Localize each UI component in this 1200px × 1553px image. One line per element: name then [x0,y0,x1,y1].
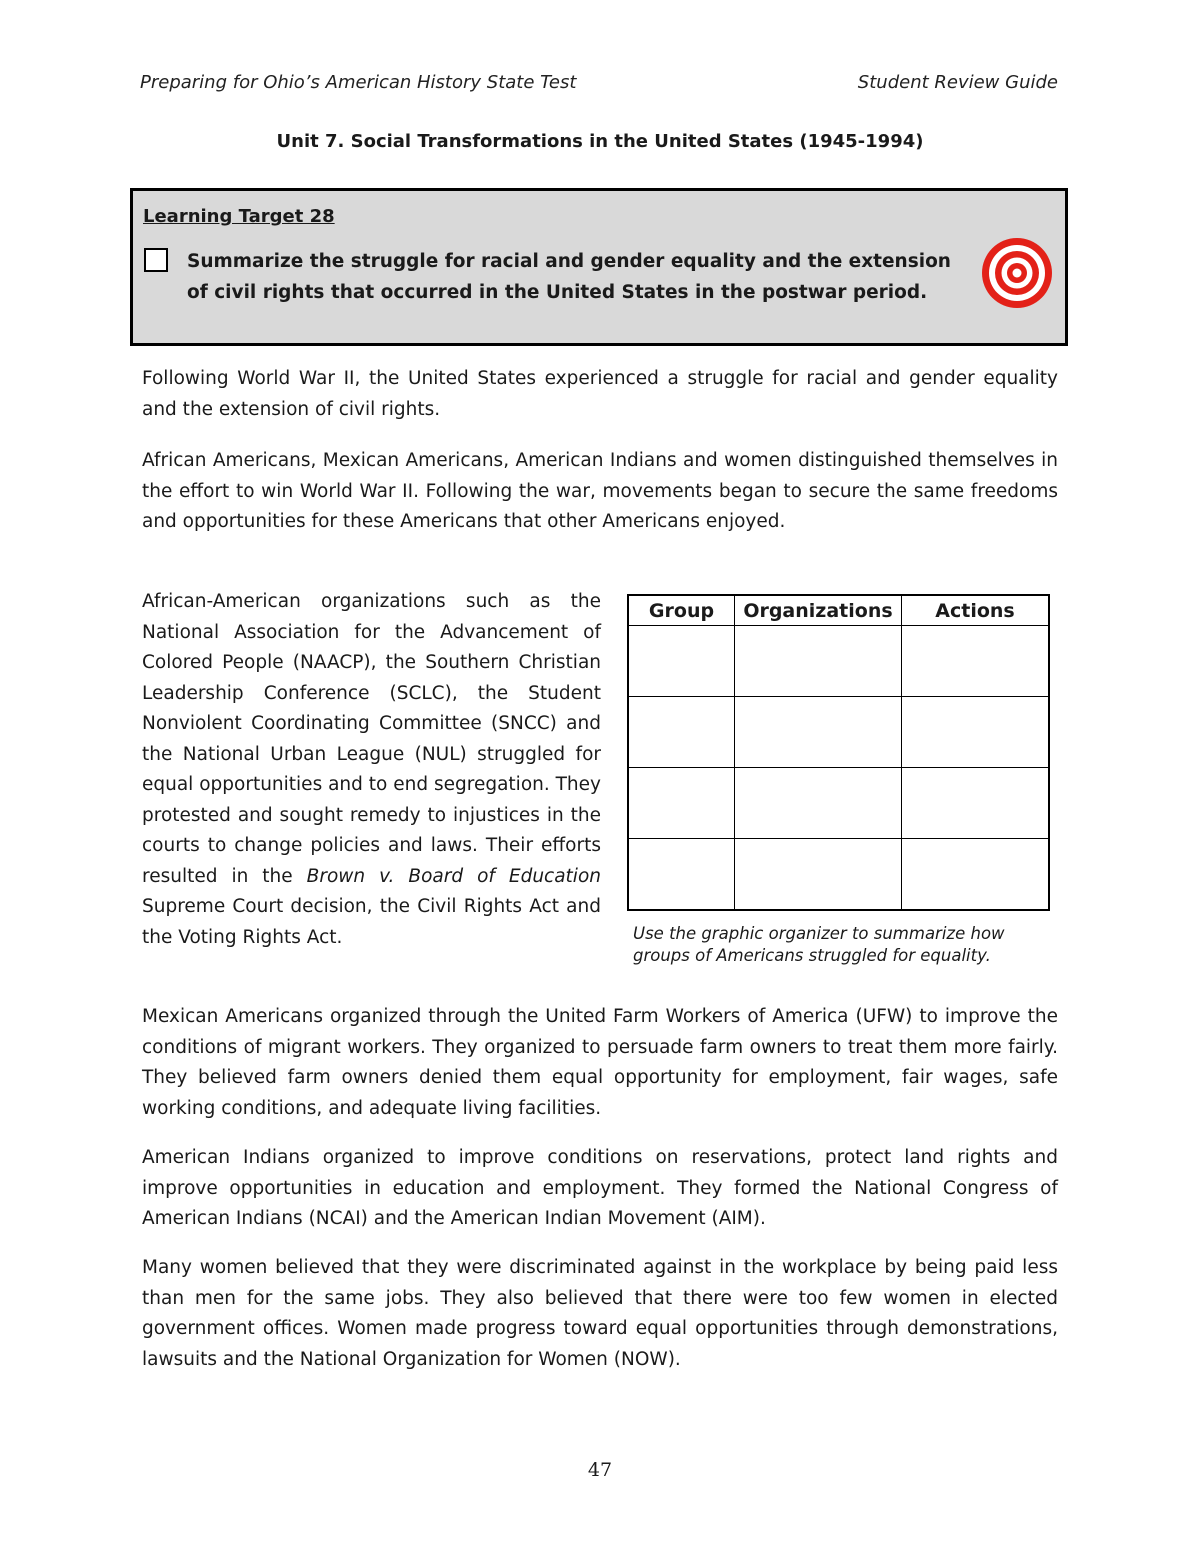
table-cell[interactable] [628,697,735,768]
learning-target-box [130,188,1068,346]
column-header-organizations: Organizations [735,595,902,626]
table-cell[interactable] [628,768,735,839]
table-row [628,626,1049,697]
table-row [628,768,1049,839]
table-cell[interactable] [735,768,902,839]
table-cell[interactable] [628,839,735,911]
column-header-group: Group [628,595,735,626]
target-icon [981,237,1053,309]
paragraph-women: Many women believed that they were discriminated against in the workplace by being paid less than men for the same jobs. They also believed that there were too few women in elected government offices. Women made progress toward equal opportunities through demonstrations, lawsuits and the National Organization for Women (NOW). [142,1257,1058,1370]
table-cell[interactable] [902,626,1050,697]
paragraph-mexican-american: Mexican Americans organized through the United Farm Workers of America (UFW) to improve the conditions of migrant workers. They organized to persuade farm owners to treat them more fairly. They believed farm owners denied them equal opportunity for employment, fair wages, safe working conditions, and adequate living facilities. [142,1006,1058,1119]
table-cell[interactable] [902,768,1050,839]
learning-target-checkbox[interactable] [144,248,168,272]
paragraph-wwii: African Americans, Mexican Americans, American Indians and women distinguished themselves in the effort to win World War II. Following the war, movements began to secure the same freedoms and opportunities for these Americans that other Americans enjoyed. [142,450,1058,532]
table-row [628,697,1049,768]
page-number: 47 [587,1459,613,1481]
case-name: Brown v. Board of Education [306,865,601,887]
organizer-caption: Use the graphic organizer to summarize how groups of Americans struggled for equality. [633,924,1005,965]
paragraph-american-indian: American Indians organized to improve conditions on reservations, protect land rights and improve opportunities in education and employment. They formed the National Congress of American Indians (NCAI) and the American Indian Movement (AIM). [142,1147,1058,1229]
table-cell[interactable] [735,697,902,768]
table-cell[interactable] [735,626,902,697]
table-cell[interactable] [735,839,902,911]
table-row [628,839,1049,911]
table-cell[interactable] [902,839,1050,911]
header-subtitle: Student Review Guide [857,72,1058,93]
column-header-actions: Actions [902,595,1050,626]
table-cell[interactable] [902,697,1050,768]
paragraph-african-american: African-American organizations such as the National Association for the Advancement of Colored People (NAACP), the Southern Christian Leadership Conference (SCLC), the Student Nonviolent Coordinating Committee (SNCC) and the National Urban League (NUL) struggled for equal opportunities and to end segregation. They protested and sought remedy to injustices in the courts to change policies and laws. Their efforts resulted in the Brown v. Board of Education Supreme Court decision, the Civil Rights Act and the Voting Rights Act. [142,591,601,948]
unit-title: Unit 7. Social Transformations in the United States (1945-1994) [276,131,924,152]
learning-target-text: Summarize the struggle for racial and gender equality and the extension of civil rights that occurred in the United States in the postwar period. [187,251,951,303]
table-cell[interactable] [628,626,735,697]
graphic-organizer-table [627,594,1050,911]
header-title: Preparing for Ohio’s American History State Test [140,72,577,93]
paragraph-intro: Following World War II, the United States experienced a struggle for racial and gender equality and the extension of civil rights. [142,368,1058,420]
learning-target-label: Learning Target 28 [143,206,335,227]
